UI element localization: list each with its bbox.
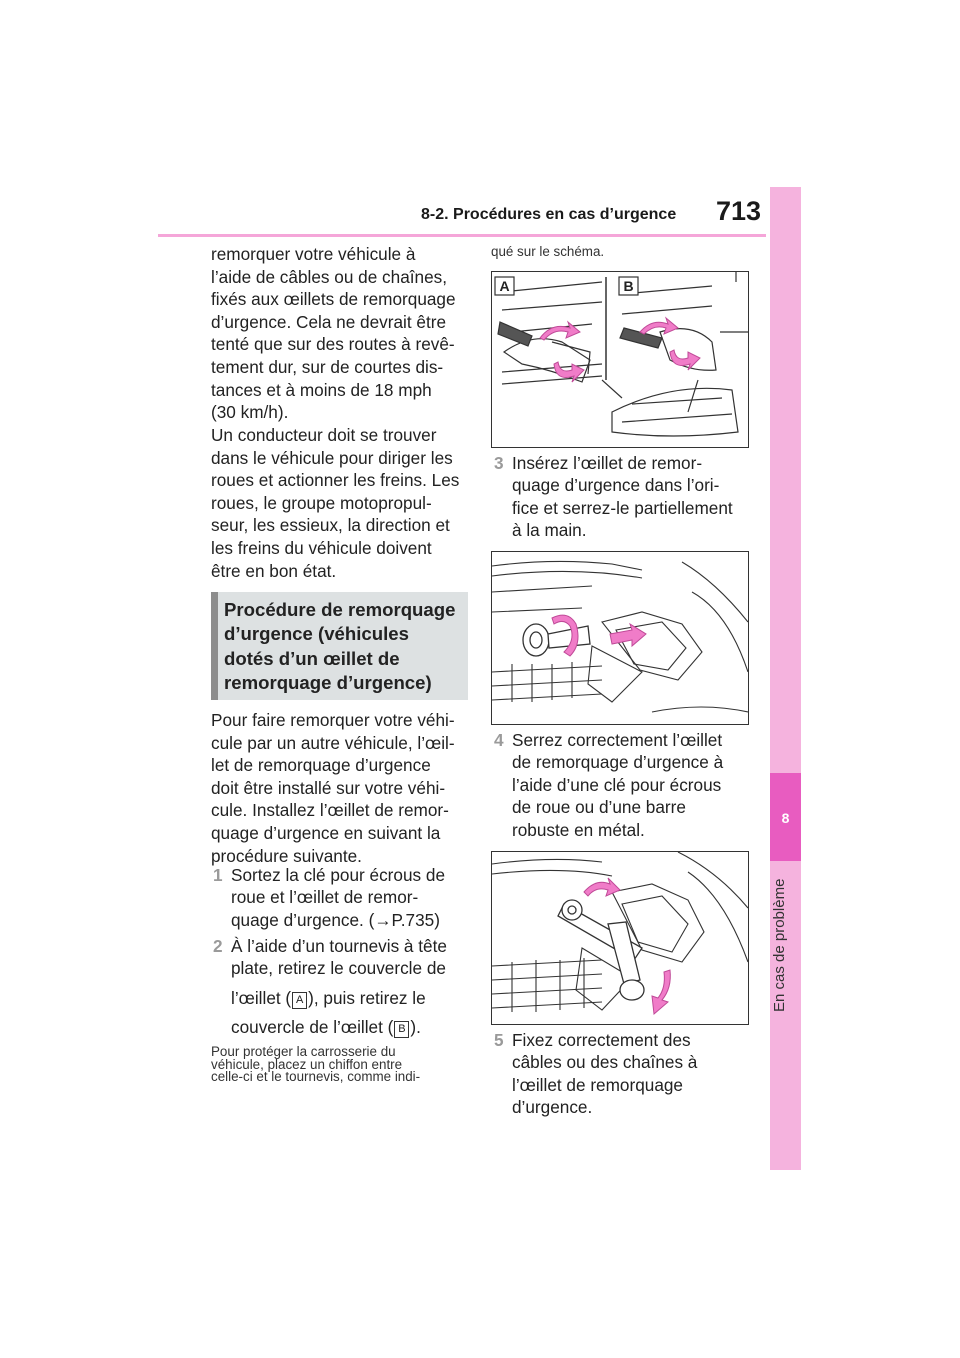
eyelet-hole: [530, 632, 542, 648]
text-line-with-label-b: [231, 1016, 473, 1038]
text-line: dans le véhicule pour diriger les: [211, 447, 453, 468]
text-line: être en bon état.: [211, 560, 337, 581]
procedure-paragraph: [211, 709, 471, 867]
text-line: Sortez la clé pour écrous de: [231, 865, 446, 885]
text-line: roues, le groupe motopropul-: [211, 492, 432, 513]
text-line: les freins du véhicule doivent: [211, 537, 432, 558]
text-fragment: couvercle de l’œillet (: [231, 1017, 394, 1038]
arrow-icon: [640, 318, 678, 334]
text-line: d’urgence. Cela ne devrait être: [211, 311, 447, 332]
text-line: let de remorquage d’urgence: [211, 755, 431, 776]
text-line: fixés aux œillets de remorquage: [211, 289, 456, 310]
text-line: de roue ou d’une barre: [512, 797, 686, 818]
text-line: quage d’urgence dans l’ori-: [512, 475, 720, 496]
text-line: roue et l’œillet de remor-: [231, 887, 419, 908]
wrench-socket: [620, 980, 644, 1000]
text-line: seur, les essieux, la direction et: [211, 515, 450, 536]
step-text: [512, 452, 754, 542]
eyelet-hole: [568, 906, 576, 914]
text-line: Pour protéger la carrosserie du: [211, 1044, 396, 1059]
text-line: quage d’urgence. (→P.735): [231, 909, 440, 930]
text-fragment: ), puis retirez le: [308, 987, 426, 1008]
text-line: véhicule, placez un chiffon entre: [211, 1056, 403, 1072]
figure-insert-eyelet: [491, 551, 749, 725]
intro-paragraph: [211, 243, 471, 424]
step-4: [492, 729, 754, 843]
label-a-box: A: [292, 992, 307, 1009]
text-line: celle-ci et le tournevis, comme indi-: [211, 1069, 421, 1084]
page-number: 713: [716, 196, 762, 226]
note-continued: qué sur le schéma.: [491, 244, 605, 259]
text-line: l’aide de câbles ou de chaînes,: [211, 266, 448, 287]
text-line: de remorquage d’urgence à: [512, 752, 724, 773]
text-line: roues et actionner les freins. Les: [211, 470, 460, 491]
text-line: à la main.: [512, 520, 587, 541]
text-line: d’urgence.: [512, 1097, 593, 1118]
rotate-arrow-icon: [584, 878, 620, 896]
text-line: Fixez correctement des: [512, 1030, 691, 1050]
text-line: Pour faire remorquer votre véhi-: [211, 710, 455, 730]
text-line: fice et serrez-le partiellement: [512, 497, 733, 518]
step-2: [211, 935, 473, 1043]
text-line: cule. Installez l’œillet de remor-: [211, 800, 449, 821]
step-number: 4: [494, 730, 504, 750]
section-header-title: 8-2. Procédures en cas d’urgence: [421, 206, 677, 223]
text-line: (30 km/h).: [211, 402, 289, 423]
text-line: cule par un autre véhicule, l’œil-: [211, 732, 455, 753]
heading-line: remorquage d’urgence): [224, 671, 432, 693]
step-5: [492, 1029, 754, 1121]
figure-insert-eyelet-drawing: [492, 552, 748, 724]
text-line: plate, retirez le couvercle de: [231, 958, 446, 979]
text-line: quage d’urgence en suivant la: [211, 822, 441, 843]
label-b: B: [623, 278, 634, 294]
note-paragraph: [211, 1046, 473, 1084]
step-number: 3: [494, 453, 504, 473]
text-line: Serrez correctement l’œillet: [512, 730, 723, 750]
figure-tighten-eyelet-drawing: [492, 852, 748, 1024]
step-text: [512, 1029, 754, 1119]
step-text: [231, 864, 473, 931]
text-line: robuste en métal.: [512, 819, 645, 840]
text-fragment: ).: [410, 1017, 421, 1038]
step-3: [492, 452, 754, 544]
chapter-label: En cas de problème: [771, 878, 788, 1012]
chapter-number-tab: [770, 773, 801, 861]
figure-cover-removal: [491, 271, 749, 448]
figure-tighten-eyelet: [491, 851, 749, 1025]
label-b-box: B: [394, 1021, 409, 1038]
text-line: doit être installé sur votre véhi-: [211, 777, 446, 798]
text-line: Un conducteur doit se trouver: [211, 425, 437, 445]
step-text: [512, 729, 754, 841]
step-text: [231, 935, 473, 1039]
text-line: tances et à moins de 18 mph: [211, 379, 432, 400]
figure-cover-removal-drawing: [492, 272, 748, 447]
chapter-number: 8: [781, 810, 790, 826]
heading-line: Procédure de remorquage: [224, 599, 456, 620]
text-line: remorquer votre véhicule à: [211, 244, 416, 264]
text-fragment: l’œillet (: [231, 987, 292, 1008]
chapter-side-tab: [770, 187, 801, 1170]
section-heading: [224, 598, 464, 695]
text-line: câbles ou des chaînes à: [512, 1052, 698, 1073]
text-line: l’aide d’une clé pour écrous: [512, 774, 722, 795]
arrow-icon: [610, 624, 646, 646]
text-line: l’œillet de remorquage: [512, 1074, 683, 1095]
heading-line: d’urgence (véhicules: [224, 623, 409, 645]
header-divider: [158, 234, 766, 237]
text-line: procédure suivante.: [211, 845, 362, 866]
step-number: 2: [213, 936, 223, 956]
step-number: 1: [213, 865, 223, 885]
label-a: A: [499, 278, 510, 294]
text-line: Insérez l’œillet de remor-: [512, 453, 703, 473]
text-line: À l’aide d’un tournevis à tête: [231, 936, 447, 956]
step-1: [211, 864, 473, 934]
section-heading-bar: [211, 592, 218, 700]
arrow-icon: [540, 322, 580, 340]
text-line-with-label-a: [231, 987, 473, 1009]
step-number: 5: [494, 1030, 504, 1050]
heading-line: dotés d’un œillet de: [224, 647, 400, 669]
driver-paragraph: [211, 424, 471, 582]
text-line: tenté que sur des routes à revê-: [211, 334, 455, 355]
rotate-arrow-icon: [652, 970, 670, 1014]
text-line: tement dur, sur de courtes dis-: [211, 356, 444, 377]
